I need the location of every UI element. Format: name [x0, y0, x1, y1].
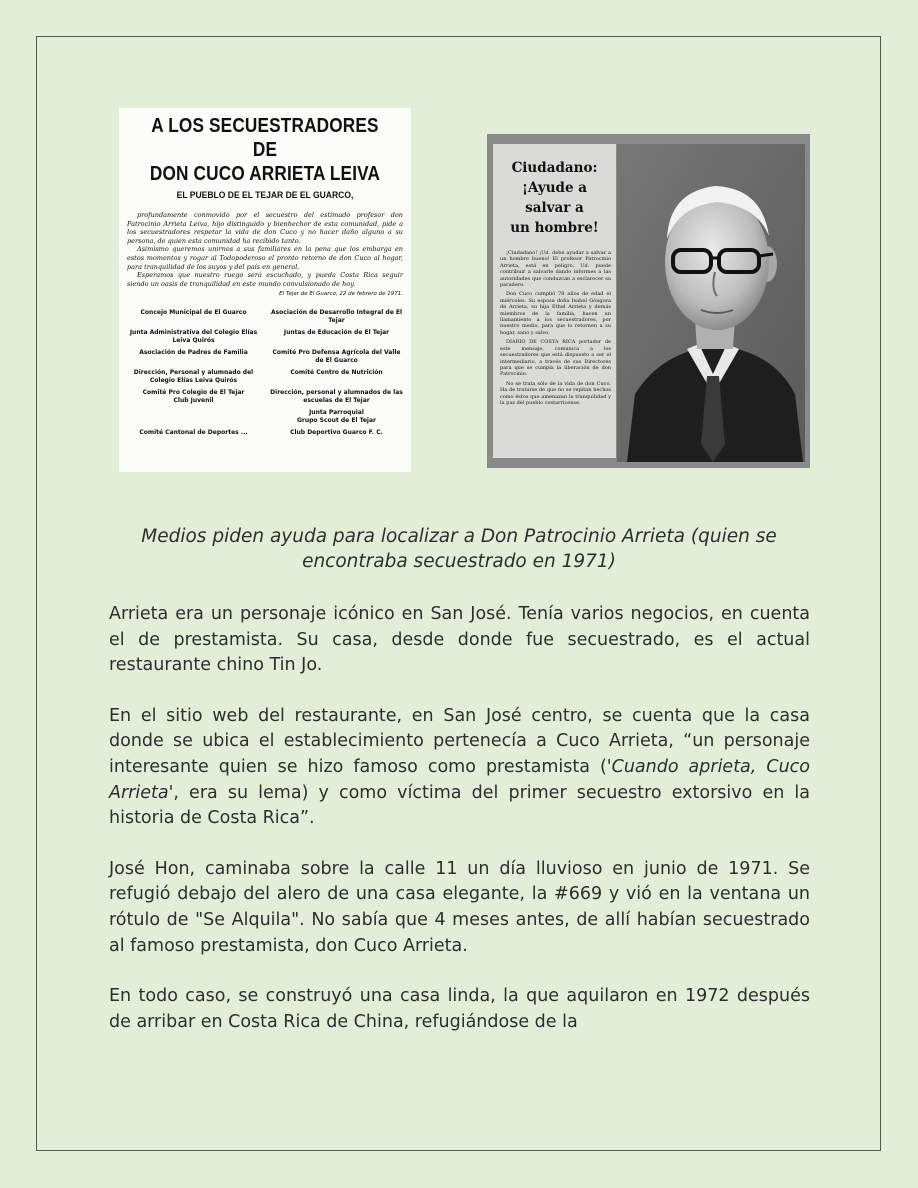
- portrait-photo: [617, 144, 805, 462]
- headline-line: un hombre!: [510, 220, 599, 236]
- signatory: Dirección, Personal y alumnado del Colegio Elías Leiva Quirós: [133, 369, 254, 384]
- clipping-paragraph: DIARIO DE COSTA RICA portador de este mensaje, comunica a los secuestradores que está dispuesto a ser el intermediario, a través de sus Directores para que se cumpla la liberación de don Patrocinio.: [500, 339, 611, 378]
- signatory: Dirección, personal y alumnados de las escuelas de El Tejar: [270, 389, 403, 404]
- clipping-paragraph: Esperamos que nuestro ruego será escuchado, y pueda Costa Rica seguir siendo un oasis de tranquilidad en este mundo convulsionado de hoy.: [127, 271, 403, 288]
- restaurant-motto: Cuando aprieta, Cuco Arrieta: [109, 756, 810, 803]
- paragraph-text: En el sitio web del restaurante, en San José centro, se cuenta que la casa donde se ubica el establecimiento pertenecía a Cuco Arrieta, “un personaje interesante quien se hizo famoso como prestamista (': [109, 705, 810, 777]
- clipping-headline: [139, 114, 390, 186]
- signatory: Comité Cantonal de Deportes ...: [139, 429, 248, 437]
- clipping-signatories: [125, 309, 405, 437]
- paragraph-text: ', era su lema) y como víctima del primer secuestro extorsivo en la historia de Costa Rica”.: [109, 782, 810, 829]
- signatory-line: Grupo Scout de El Tejar: [296, 416, 377, 424]
- photo-caption: Medios piden ayuda para localizar a Don Patrocinio Arrieta (quien se encontraba secuestrado en 1971): [141, 526, 777, 572]
- headline-line: salvar a: [525, 200, 584, 216]
- clipping-subtitle: EL PUEBLO DE EL TEJAR DE EL GUARCO,: [176, 190, 354, 201]
- signatory-spacer: [125, 409, 262, 424]
- signatory: Asociación de Desarrollo Integral de El Tejar: [270, 309, 403, 324]
- article-body: [109, 602, 810, 1035]
- clipping-headline-line1: A LOS SECUESTRADORES DE: [151, 115, 379, 161]
- headline-line: ¡Ayude a: [522, 180, 587, 196]
- article-paragraph-4: En todo caso, se construyó una casa linda, la que aquilaron en 1972 después de arribar en Costa Rica de China, refugiándose de la: [109, 986, 810, 1032]
- signatory: Comité Centro de Nutrición: [290, 369, 383, 377]
- clipping-right-headline: [497, 158, 612, 238]
- signatory: Club Deportivo Guarco F. C.: [290, 429, 383, 437]
- signatory: Junta Administrativa del Colegio Elías Leiva Quirós: [129, 329, 258, 344]
- signatory-line: Comité Pro Colegio de El Tejar: [142, 389, 245, 397]
- clipping-paragraph: Asimismo queremos unirnos a sus familiares en la pena que los embarga en estos momentos y rogar al Todopoderoso el pronto retorno de don Cuco al hogar, para tranquilidad de los suyos y del país en general.: [127, 245, 403, 271]
- clipping-right-body: [500, 250, 611, 406]
- clipping-text-column: [493, 144, 616, 458]
- signatory: Juntas de Educación de El Tejar: [283, 329, 390, 337]
- article-paragraph-2: [109, 704, 810, 832]
- article-paragraph-3: José Hon, caminaba sobre la calle 11 un día lluvioso en junio de 1971. Se refugió debajo del alero de una casa elegante, la #669 y vió en la ventana un rótulo de "Se Alquila". No sabía que 4 meses antes, de allí habían secuestrado al famoso prestamista, don Cuco Arrieta.: [109, 858, 810, 956]
- signatory-line: Club Juvenil: [173, 396, 214, 404]
- clipping-signature: El Tejar de El Guarco, 22 de febrero de 1971.: [279, 291, 403, 298]
- signatory: Asociación de Padres de Familia: [139, 349, 248, 357]
- signatory: Concejo Municipal de El Guarco: [140, 309, 247, 317]
- newspaper-clipping-right: [487, 134, 810, 468]
- signatory: [268, 409, 405, 424]
- clipping-paragraph: No se trata sólo de la vida de don Cuco. Ha de tratarse de que no se repitan hechos como éstos que amenazan la tranquilidad y la paz del pueblo costarricense.: [500, 380, 611, 406]
- signatory-line: Junta Parroquial: [309, 409, 364, 417]
- signatory: [125, 389, 262, 404]
- headline-line: Ciudadano:: [511, 160, 598, 176]
- clipping-paragraph: Don Cuco cumplió 78 años de edad el miércoles. Su esposa doña Isabel Góngora de Arrieta, su hija Ethel Arrieta y demás miembros de la familia, hacen un llamamiento a los secuestradores, por nuestro medio, para que lo retornen a su hogar, sano y salvo.: [500, 291, 611, 336]
- newspaper-clipping-left: [119, 108, 411, 472]
- clipping-body: [127, 211, 403, 288]
- clipping-headline-line2: DON CUCO ARRIETA LEIVA: [149, 163, 381, 185]
- signatory: Comité Pro Defensa Agrícola del Valle de El Guarco: [272, 349, 401, 364]
- article-paragraph-1: Arrieta era un personaje icónico en San José. Tenía varios negocios, en cuenta el de prestamista. Su casa, desde donde fue secuestrado, es el actual restaurante chino Tin Jo.: [109, 604, 810, 676]
- clipping-paragraph: ¡Ciudadano! ¡Ud. debe ayudar a salvar a un hombre bueno! El profesor Patrocinio Arrieta, está en peligro. Ud. puede contribuir a salvarle dando informes a las autoridades que conduzcan a esclarecer su paradero.: [500, 250, 611, 289]
- clipping-paragraph: profundamente conmovido por el secuestro del estimado profesor don Patrocinio Arrieta Leiva, hijo distinguido y bienhechor de esta comunidad, pide a los secuestradores respetar la vida de don Cuco y no hacer daño alguno a su persona, de quien esta comunidad ha recibido tanto.: [127, 211, 403, 245]
